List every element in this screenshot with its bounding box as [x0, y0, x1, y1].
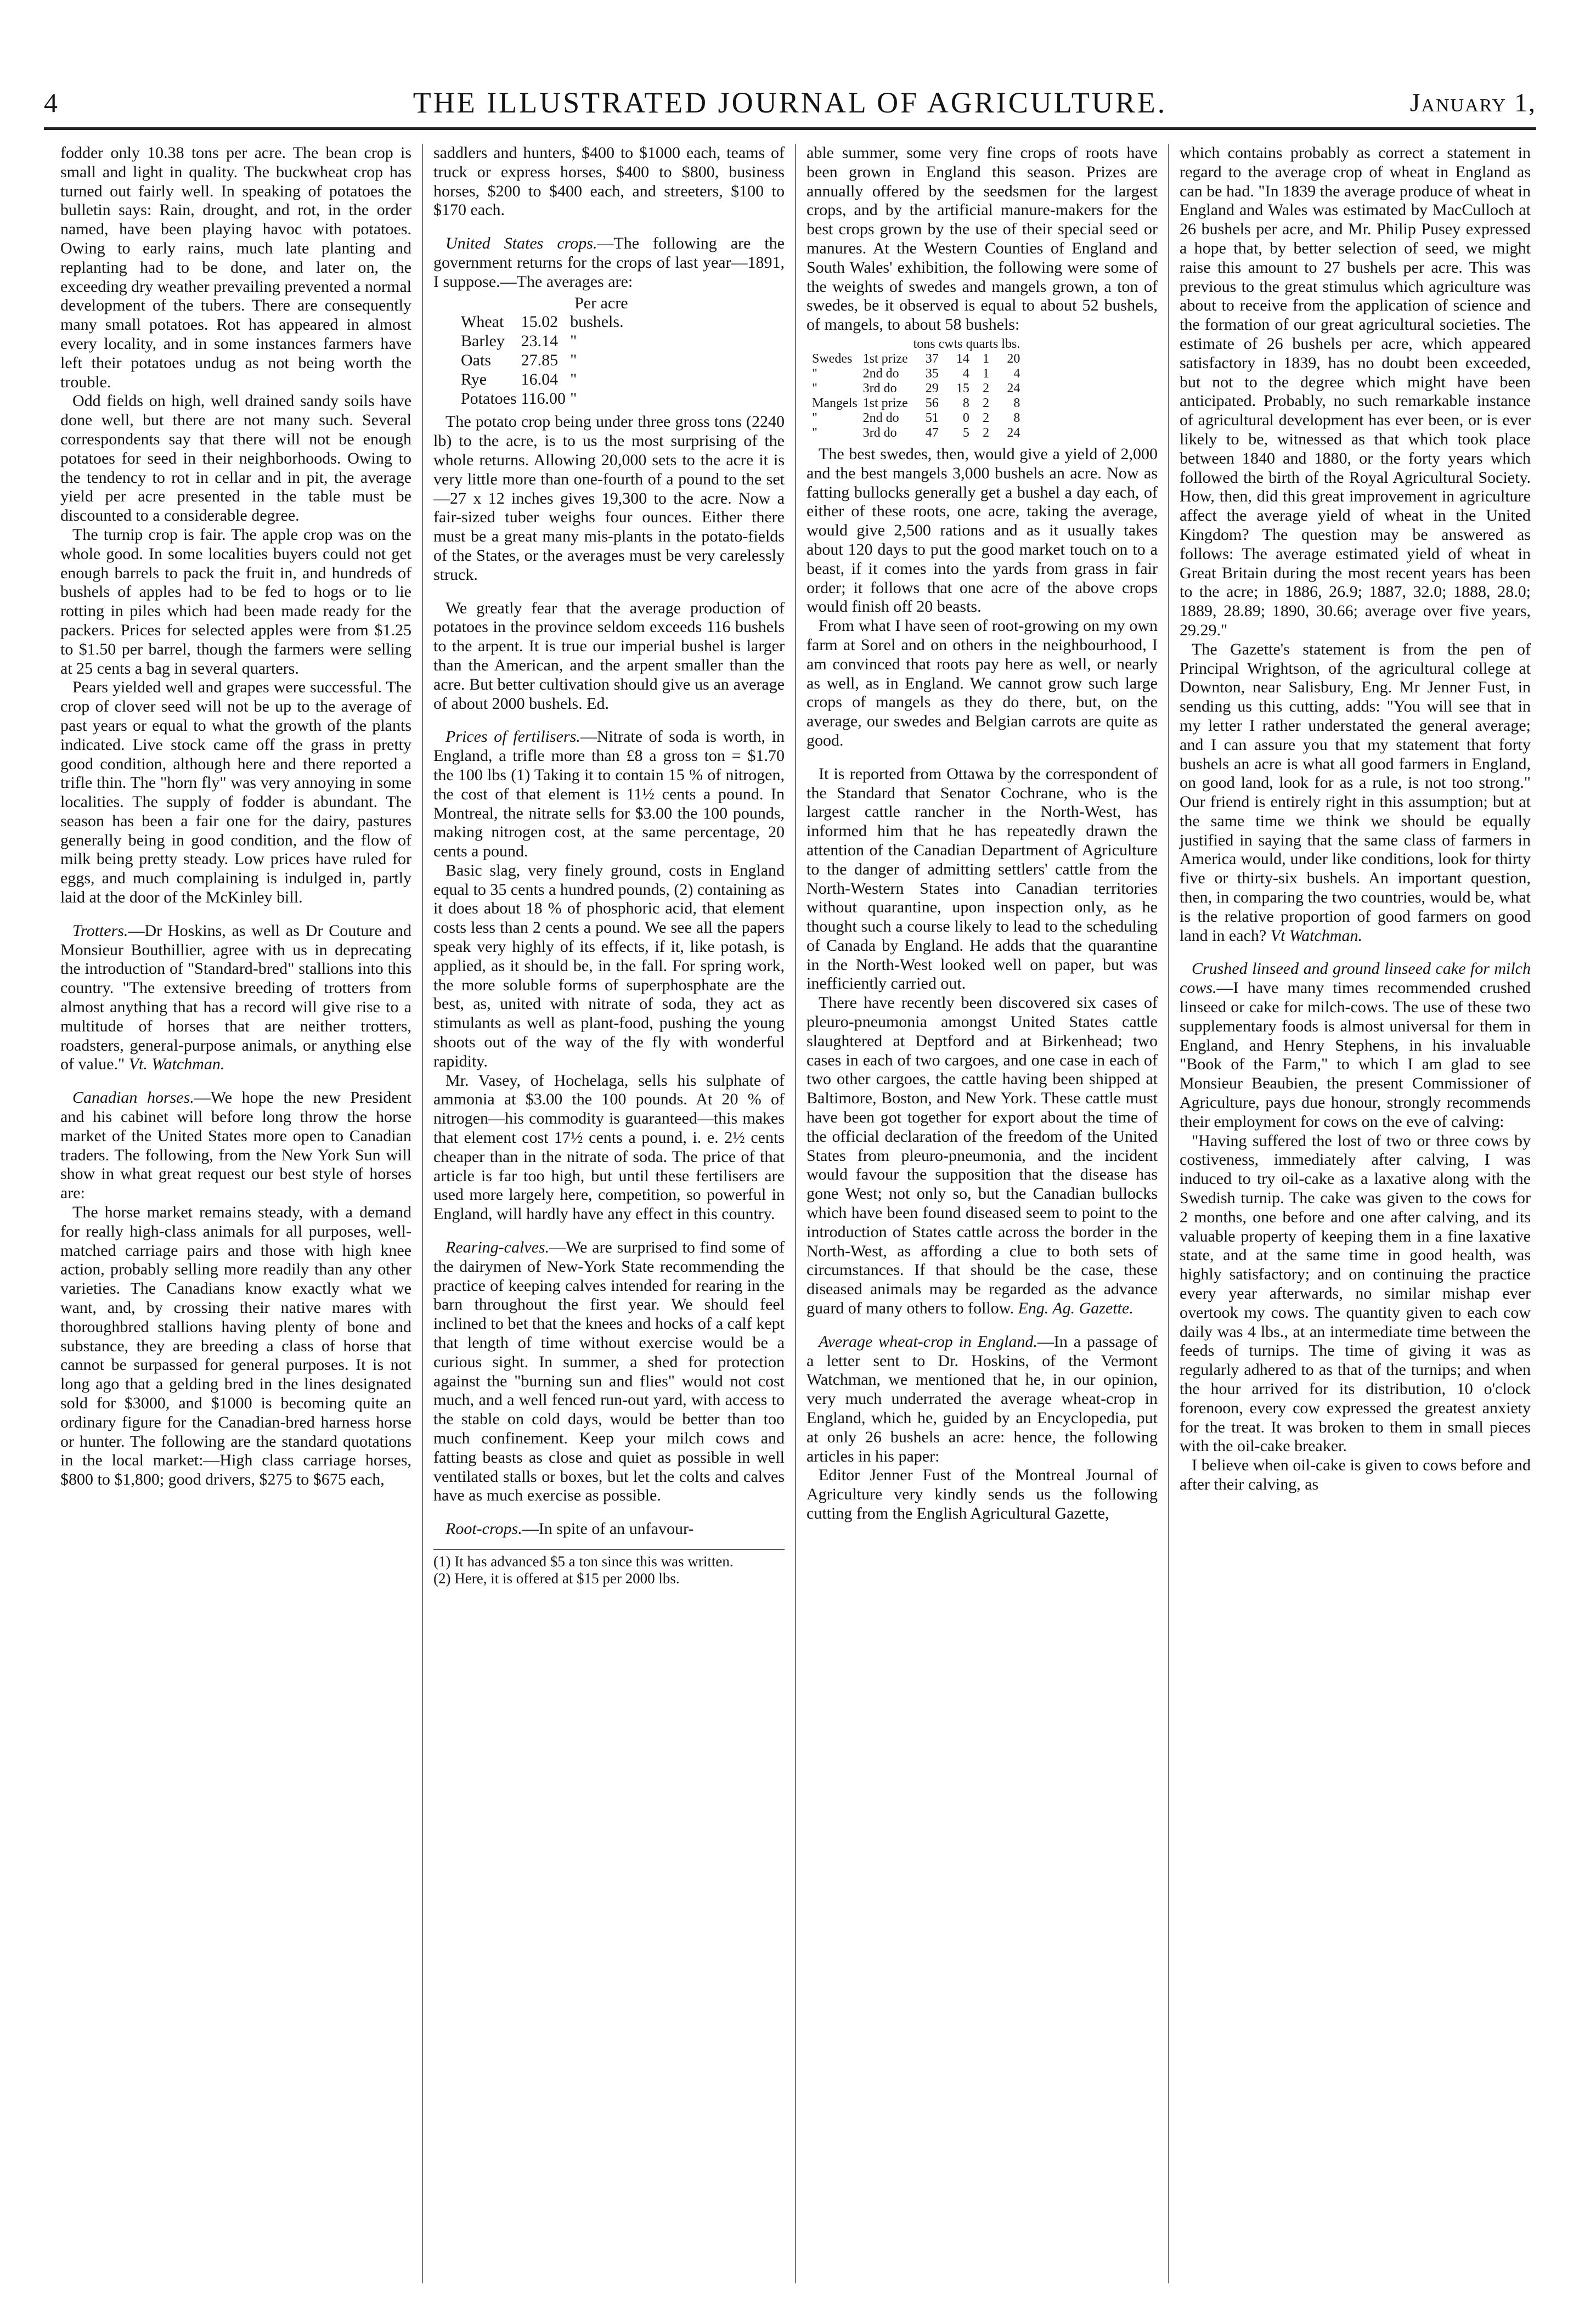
- article-heading: Root-crops.: [445, 1520, 522, 1538]
- article-body: —I have many times recommended crushed linseed or cake for milch-cows. The use of these two supplementary foods is almost universal for them in England, and Henry Stephens, in his invaluable "Book of the Farm," to which I am glad to see Monsieur Beaubien, the present Commissioner of Agriculture, pays due honour, strongly recommends their employment for cows on the eve of calving:: [1180, 979, 1531, 1131]
- crop-unit: ": [570, 389, 577, 408]
- column-divider: [795, 144, 796, 2283]
- table-row: [812, 366, 1025, 381]
- table-row: [812, 352, 1025, 366]
- footnote: (1) It has advanced $5 a ton since this was written.: [433, 1553, 734, 1570]
- crop-value: 116.00: [521, 389, 566, 408]
- article-signature: Vt Watchman.: [1270, 926, 1362, 945]
- table-row: [461, 313, 628, 332]
- table-header: Per acre: [574, 294, 628, 312]
- table-row: [812, 381, 1025, 396]
- cwts: 4: [962, 366, 969, 381]
- lbs: 4: [1013, 366, 1020, 381]
- root-weights-table: [812, 337, 1025, 441]
- prize: 3rd do: [862, 425, 897, 440]
- lbs: 8: [1013, 396, 1020, 410]
- column-3: [807, 144, 1158, 1524]
- table-row: [812, 396, 1025, 411]
- crop-name: Wheat: [461, 313, 504, 331]
- paragraph: [433, 599, 785, 714]
- lbs: 24: [1007, 381, 1020, 396]
- quarts: 1: [983, 351, 990, 366]
- paragraph: able summer, some very fine crops of roots have been grown in England this season. Prizes are annually offered by the seedsmen for the largest crops, and by the artificial manure-makers for the best crops grown by the use of their special seed or manures. At the Western Counties of England and South Wales' exhibition, the following were some of the weights of swedes and mangels grown, a ton of swedes, be it observed is equal to about 52 bushels, of mangels, to about 58 bushels:: [807, 144, 1158, 334]
- crop-averages-table: [461, 294, 628, 409]
- tons: 37: [925, 351, 939, 366]
- article-heading: Canadian horses.: [72, 1088, 194, 1107]
- root-kind: ": [812, 410, 817, 425]
- paragraph: The horse market remains steady, with a demand for really high-class animals for all purposes, well-matched carriage pairs and those with high knee action, probably selling more readily than any other varieties. The Canadians know exactly what we want, and, by crossing their native mares with thoroughbred stallions having plenty of bone and substance, they are breeding a class of horse that cannot be surpassed for general purposes. It is not long ago that a gelding bred in the lines designated sold for $3000, and $1000 is becoming quite an ordinary figure for the Canadian-bred harness horse or hunter. The following are the standard quotations in the local market:—High class carriage horses, $800 to $1,800; good drivers, $275 to $675 each,: [60, 1203, 411, 1489]
- paragraph-text: We greatly fear that the average production of potatoes in the province seldom exceeds 116 bushels to the arpent. It is true our imperial bushel is larger than the American, and the arpent smaller than the acre. But better cultivation should give us an average of about 2000 bushels.: [433, 599, 785, 713]
- root-kind: ": [812, 366, 817, 381]
- lbs: 24: [1007, 425, 1020, 440]
- paragraph: The turnip crop is fair. The apple crop was on the whole good. In some localities buyers could not get enough barrels to pack the fruit in, and hundreds of bushels of apples had to be fed to hogs or to lie rotting in piles which had been made ready for the packers. Prices for selected apples were from $1.25 to $1.50 per barrel, though the farmers were selling at 25 cents a bag in several quarters.: [60, 525, 411, 678]
- prize: 1st prize: [862, 351, 908, 366]
- crop-value: 23.14: [521, 332, 559, 351]
- paragraph: From what I have seen of root-growing on my own farm at Sorel and on others in the neighbourhood, I am convinced that roots pay here as well, or nearly as well, as in England. We cannot grow such large crops of mangels as they do there, but, on the average, our swedes and Belgian carrots are quite as good.: [807, 617, 1158, 749]
- root-kind: Mangels: [812, 396, 858, 410]
- footnotes: [433, 1549, 785, 1587]
- paragraph: The potato crop being under three gross tons (2240 lb) to the acre, is to us the most surprising of the whole returns. Allowing 20,000 sets to the acre it is very little more than one-fourth of a pound to the set—27 x 12 inches gives 19,300 to the acre. Now a fair-sized tuber weighs four ounces. Either there must be a great many mis-plants in the potato-fields of the States, or the averages must be very carelessly struck.: [433, 413, 785, 584]
- crop-unit: ": [570, 351, 577, 369]
- article-rearing-calves: [433, 1238, 785, 1505]
- table-row: [461, 332, 628, 351]
- quarts: 1: [983, 366, 990, 381]
- paragraph: [1180, 640, 1531, 946]
- article-body: —Dr Hoskins, as well as Dr Couture and Monsieur Bouthillier, agree with us in deprecating the introduction of "Standard-bred" stallions into this country. "The extensive breeding of trotters from almost anything that has a record will give rise to a multitude of horses that are neither trotters, roadsters, general-purpose animals, or anything else of value.": [60, 921, 411, 1074]
- article-heading: United States crops.: [445, 234, 597, 253]
- root-kind: ": [812, 381, 817, 396]
- article-root-crops: [433, 1520, 785, 1539]
- paragraph-text: There have recently been discovered six cases of pleuro-pneumonia amongst United States cattle slaughtered at Deptford and at Birkenhead; two cases in each of two cargoes, and one case in each of two other cargoes, the cattle having been shipped at Baltimore, Boston, and New York. These cattle must have been got together for export about the time of the official declaration of the freedom of the United States from pleuro-pneumonia, and the incident would favour the supposition that the disease has gone West; not only so, but the Canadian bullocks which have been found diseased seem to point to the introduction of States cattle across the border in the North-West, as affording a clue to both sets of circumstances. If that should be the case, these diseased animals may be regarded as the advance guard of many others to follow.: [807, 994, 1158, 1318]
- tons: 56: [925, 396, 939, 410]
- cwts: 8: [962, 396, 969, 410]
- lbs: 8: [1013, 410, 1020, 425]
- paragraph: I believe when oil-cake is given to cows before and after their calving, as: [1180, 1456, 1531, 1493]
- paragraph: Editor Jenner Fust of the Montreal Journal of Agriculture very kindly sends us the following cutting from the English Agricultural Gazette,: [807, 1466, 1158, 1522]
- paragraph: saddlers and hunters, $400 to $1000 each, teams of truck or express horses, $400 to $800, business horses, $200 to $400 each, and streeters, $100 to $170 each.: [433, 144, 785, 219]
- tons: 29: [925, 381, 939, 396]
- table-row: [461, 370, 628, 390]
- page-header: [44, 82, 1536, 121]
- article-body: —In spite of an unfavour-: [522, 1520, 694, 1538]
- lbs: 20: [1007, 351, 1020, 366]
- table-header: tons cwts quarts lbs.: [913, 336, 1020, 351]
- cwts: 15: [956, 381, 969, 396]
- quarts: 2: [983, 396, 990, 410]
- paragraph-text: The Gazette's statement is from the pen of Principal Wrightson, of the agricultural college at Downton, near Salisbury, Eng. Mr Jenner Fust, in sending us this cutting, adds: "You will see that in my letter I rather understated the general average; and I can assure you that my statement that forty bushels an acre is what all good farmers in England, on good land, look for as a rule, is not too strong." Our friend is entirely right in this assumption; but at the same time we think we should be equally justified in saying that the same class of farmers in America would, under like conditions, look for thirty five or thirty-six bushels. An important question, then, in comparing the two countries, would be, what is the relative proportion of good farmers on good land in each?: [1180, 640, 1531, 945]
- prize: 1st prize: [862, 396, 908, 410]
- paragraph: Pears yielded well and grapes were successful. The crop of clover seed will not be up to the average of past years or equal to what the growth of the plants indicated. Live stock came off the grass in pretty good condition, although here and there reported a trifle thin. The "horn fly" was very annoying in some localities. The supply of fodder is abundant. The season has been a fair one for the dairy, pastures generally being in good condition, and the flow of milk being pretty steady. Low prices have ruled for eggs, and much complaining is indulged in, partly laid at the door of the McKinley bill.: [60, 678, 411, 907]
- crop-name: Rye: [461, 370, 487, 388]
- root-kind: Swedes: [812, 351, 853, 366]
- crop-unit: ": [570, 332, 577, 351]
- quarts: 2: [983, 425, 990, 440]
- prize: 2nd do: [862, 410, 899, 425]
- table-row: [461, 390, 628, 409]
- article-body: —Nitrate of soda is worth, in England, a trifle more than £8 a gross ton = $1.70 the 100 lbs (1) Taking it to contain 15 % of nitrogen, the cost of that element is 11½ cents a pound. In Montreal, the nitrate sells for $3.00 the 100 pounds, making nitrogen cost, at the same percentage, 20 cents a pound.: [433, 727, 785, 861]
- prize: 2nd do: [862, 366, 899, 381]
- article-body: —The following are the government returns for the crops of last year—1891, I suppose.—The averages are:: [433, 234, 785, 291]
- paragraph: Basic slag, very finely ground, costs in England equal to 35 cents a hundred pounds, (2) containing as it does about 18 % of phosphoric acid, that element costs less than 2 cents a pound. We see all the papers speak very highly of its effects, if it, like potash, is applied, as it should be, in the fall. For spring work, the more soluble forms of superphosphate are the best, as, united with nitrate of soda, they act as stimulants as well as plant-food, pushing the young shoots out of the way of the fly with wonderful rapidity.: [433, 861, 785, 1070]
- article-heading: Prices of fertilisers.: [445, 727, 580, 746]
- crop-name: Potatoes: [461, 389, 517, 408]
- article-fertilisers: [433, 727, 785, 861]
- crop-name: Barley: [461, 332, 505, 351]
- issue-date: January 1,: [1409, 88, 1536, 117]
- paragraph: The best swedes, then, would give a yield of 2,000 and the best mangels 3,000 bushels an acre. Now as fatting bullocks generally get a bushel a day each, of either of these roots, one acre, taking the average, would give 2,500 rations and as it usually takes about 120 days to put the good market touch on to a beast, if it comes into the yards from grass in fair order; it follows that one acre of the above crops would finish off 20 beasts.: [807, 444, 1158, 616]
- crop-unit: bushels.: [570, 313, 624, 331]
- header-rule: [44, 127, 1536, 130]
- article-heading: Average wheat-crop in England.: [819, 1332, 1037, 1351]
- article-heading: Trotters.: [72, 921, 128, 940]
- crop-value: 27.85: [521, 351, 559, 369]
- tons: 35: [925, 366, 939, 381]
- quarts: 2: [983, 410, 990, 425]
- cwts: 14: [956, 351, 969, 366]
- cwts: 0: [962, 410, 969, 425]
- paragraph: Odd fields on high, well drained sandy soils have done well, but there are not many such. Several correspondents say that there will not be enough potatoes for seed in their neighborhoods. Owing to the tendency to rot in cellar and in pit, the average yield per acre presented in the table must be discounted to a considerable degree.: [60, 392, 411, 525]
- column-divider: [1168, 144, 1169, 2283]
- tons: 51: [925, 410, 939, 425]
- article-canadian-horses: [60, 1088, 411, 1203]
- table-row: [812, 426, 1025, 441]
- article-heading: Crushed linseed and ground linseed cake for milch cows.: [1180, 960, 1531, 997]
- article-us-crops: [433, 234, 785, 291]
- article-body: —We hope the new President and his cabinet will before long throw the horse market of the United States more open to Canadian traders. The following, from the New York Sun will show in what great request our best style of horses are:: [60, 1088, 412, 1203]
- column-4: [1180, 144, 1531, 1494]
- article-trotters: [60, 922, 411, 1074]
- article-body: —We are surprised to find some of the dairymen of New-York State recommending the practice of keeping calves intended for rearing in the barn throughout the first year. We should feel inclined to bet that the knees and hocks of a calf kept that length of time without exercise would be a curious sight. In summer, a shed for protection against the "burning sun and flies" would not cost much, and a well fenced run-out yard, with access to the stable on cold days, would be better than too much confinement. Keep your milch cows and fatting beasts as close and quiet as possible in well ventilated stalls or boxes, but let the colts and calves have as much exercise as possible.: [433, 1238, 785, 1505]
- paragraph: "Having suffered the lost of two or three cows by costiveness, immediately after calving, I was induced to try oil-cake as a laxative along with the Swedish turnip. The cake was given to the cows for 2 months, one before and one after calving, and its valuable property of keeping them in a fine laxative state, and at the same time in good health, was highly satisfactory; and on continuing the practice every year afterwards, no similar mishap ever overtook my cows. The quantity given to each cow daily was 4 lbs., at an intermediate time between the feeds of turnips. The time of giving it was as regularly adhered to as that of the turnips; and when the hour arrived for its distribution, 10 o'clock forenoon, every cow expressed the greatest anxiety for the treat. It was broken to them in small pieces with the oil-cake breaker.: [1180, 1131, 1531, 1456]
- column-divider: [422, 144, 423, 2283]
- crop-value: 16.04: [521, 370, 559, 388]
- paragraph: It is reported from Ottawa by the correspondent of the Standard that Senator Cochrane, who is the largest cattle rancher in the North-West, has informed him that he has repeatedly drawn the attention of the Canadian Department of Agriculture to the danger of admitting settlers' cattle from the North-Western States into Canadian territories without quarantine, upon inspection only, as he thought such a course likely to lead to the scheduling of Canada by England. He adds that the quarantine in the North-West looked well on paper, but was inefficiently carried out.: [807, 764, 1158, 993]
- article-signature: Vt. Watchman.: [128, 1055, 225, 1074]
- paragraph: [807, 994, 1158, 1318]
- table-row: [812, 411, 1025, 426]
- paragraph: Mr. Vasey, of Hochelaga, sells his sulphate of ammonia at $3.00 the 100 pounds. At 20 % of nitrogen—his commodity is guaranteed—this makes that element cost 17½ cents a pound, i. e. 2½ cents cheaper than in the nitrate of soda. The price of that article is far too high, but until these fertilisers are used more largely here, competition, so powerful in England, will hardly have any effect in this country.: [433, 1071, 785, 1223]
- root-kind: ": [812, 425, 817, 440]
- article-body: —In a passage of a letter sent to Dr. Hoskins, of the Vermont Watchman, we mentioned that he, in our opinion, very much underrated the average wheat-crop in England, which he, guided by an Encyclopedia, put at only 26 bushels an acre: hence, the following articles in his paper:: [807, 1332, 1158, 1465]
- article-signature: Eng. Ag. Gazette.: [1018, 1299, 1134, 1318]
- tons: 47: [925, 425, 939, 440]
- editor-signature: Ed.: [587, 694, 609, 713]
- article-heading: Rearing-calves.: [445, 1238, 550, 1257]
- cwts: 5: [962, 425, 969, 440]
- crop-name: Oats: [461, 351, 491, 369]
- paragraph: fodder only 10.38 tons per acre. The bean crop is small and light in quality. The buckwheat crop has turned out fairly well. In speaking of potatoes the bulletin says: Rain, drought, and rot, in the order named, have been playing havoc with potatoes. Owing to early rains, much late planting and replanting had to be done, and later on, the exceeding dry weather prevailing prevented a normal development of the tubers. There are consequently many small potatoes. Rot has appeared in almost every locality, and in some instances farmers have left their potatoes undug as not being worth the trouble.: [60, 144, 411, 391]
- crop-value: 15.02: [521, 313, 559, 331]
- footnote: (2) Here, it is offered at $15 per 2000 lbs.: [433, 1570, 680, 1587]
- column-2: [433, 144, 785, 1587]
- quarts: 2: [983, 381, 990, 396]
- table-row: [461, 351, 628, 370]
- page-number: 4: [44, 87, 58, 118]
- prize: 3rd do: [862, 381, 897, 396]
- paragraph: which contains probably as correct a statement in regard to the average crop of wheat in England as can be had. "In 1839 the average produce of wheat in England and Wales was estimated by MacCulloch at 26 bushels per acre, and Mr. Philip Pusey expressed a hope that, by better selection of seed, we might raise this amount to 27 bushels per acre. This was previous to the great stimulus which agriculture was about to receive from the application of science and the formation of our great agricultural societies. The estimate of 26 bushels per acre, which appeared satisfactory in 1839, has no doubt been exceeded, but not to the degree which might have been anticipated. Probably, no such remarkable instance of agricultural development has ever been, or is ever likely to be, witnessed as that which took place between 1840 and 1880, or the forty years which followed the birth of the Royal Agricultural Society. How, then, did this great improvement in agriculture affect the average yield of wheat in the United Kingdom? The question may be answered as follows: The average estimated yield of wheat in Great Britain during the most recent years has been to the acre; in 1886, 26.9; 1887, 32.0; 1888, 28.0; 1889, 28.89; 1890, 30.66; average over five years, 29.29.": [1180, 144, 1531, 639]
- article-average-wheat-crop: [807, 1333, 1158, 1466]
- journal-title: THE ILLUSTRATED JOURNAL OF AGRICULTURE.: [413, 86, 1168, 119]
- crop-unit: ": [570, 370, 577, 388]
- article-linseed-cake: [1180, 960, 1531, 1131]
- column-1: [60, 144, 411, 1490]
